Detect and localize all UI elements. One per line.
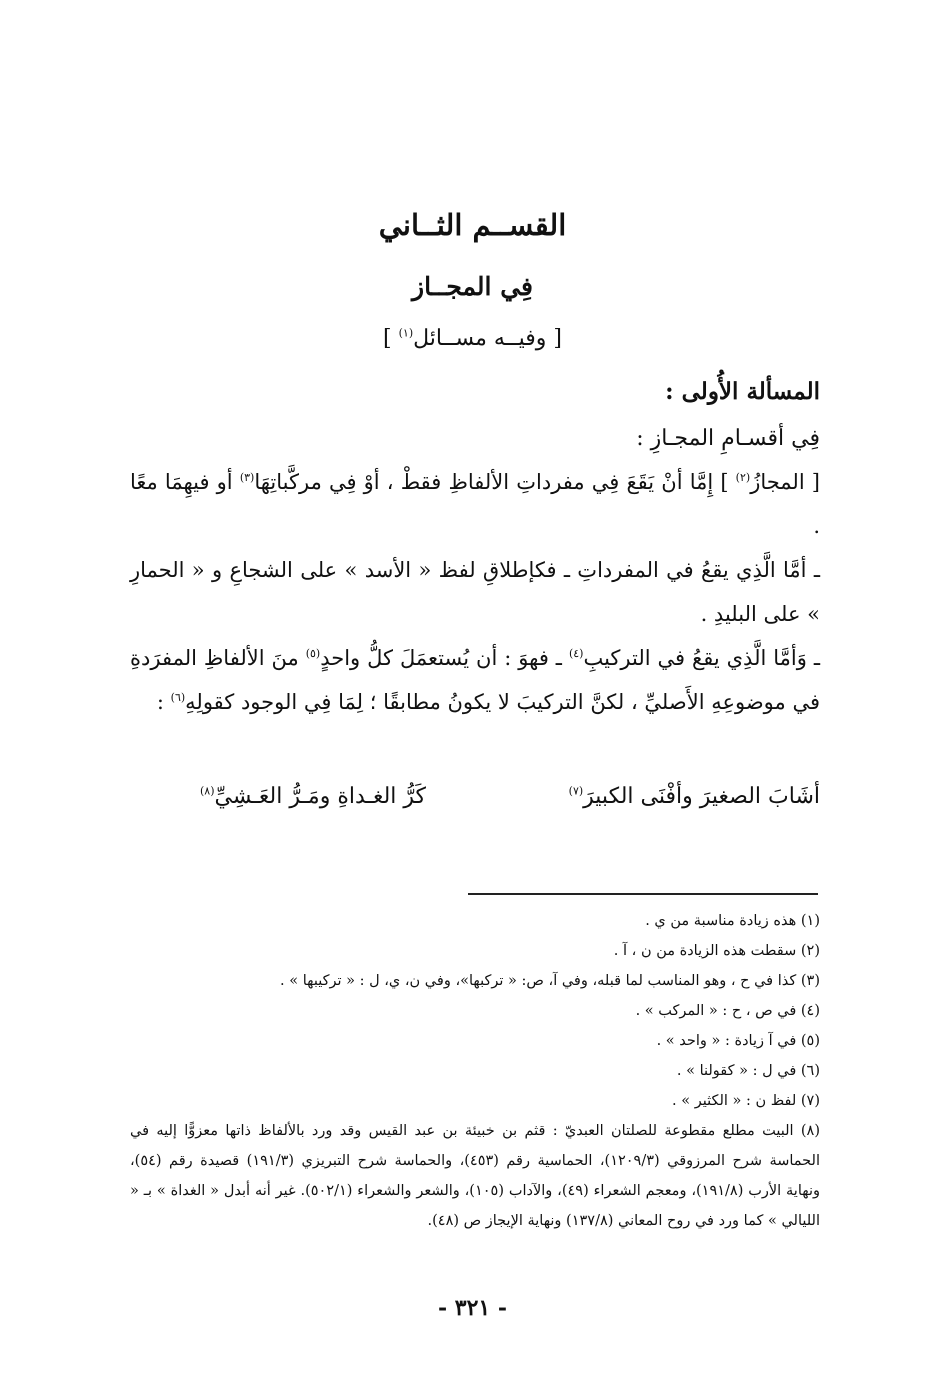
footnote-1: (١) هذه زيادة مناسبة من ي . (645, 913, 820, 929)
footnote-ref-4: (٤) (568, 647, 584, 660)
footnote-7: (٧) لفظ ن : « الكثير » . (672, 1093, 820, 1109)
topic-title: فِي المجــاز (412, 272, 533, 301)
footnote-ref-8: (٨) (200, 784, 215, 798)
footnote-2: (٢) سقطت هذه الزيادة من ن ، آ . (613, 943, 820, 959)
hemistich-2-text: كَرُّ الغـداةِ ومَـرُّ العَـشِيِّ (214, 784, 426, 809)
paragraph-1 (130, 460, 820, 548)
verse-hemistich-2 (200, 784, 426, 809)
footnotes (130, 906, 820, 1236)
footnote-ref-3: (٣) (239, 471, 255, 484)
p3-part-a: ـ وَأمَّا الَّذِي يقعُ في التركيبِ (583, 646, 820, 670)
issues-close: ] (383, 326, 392, 351)
footnote-5: (٥) في آ زيادة : « واحد » . (656, 1033, 820, 1049)
issues-note (0, 326, 945, 351)
p1-part-b: ] إِمَّا أنْ يَقَعَ فِي مفرداتِ الألفاظِ فقطْ ، أوْ فِي مركَّباتِهَا (254, 470, 729, 494)
p1-part-a: [ المجازُ (750, 470, 820, 494)
p3-part-c: منَ الألفاظِ المفرَدةِ في موضوعِهِ الأَصليِّ ، لكنَّ التركيبَ لا يكونُ مطابقًا ؛ لِمَا فِي الوجود كقولِهِ (130, 646, 820, 714)
footnote-3: (٣) كذا في ح ، وهو المناسب لما قبله، وفي آ، ص: « تركبها»، وفي ن، ي، ل : « تركيبها » . (280, 973, 820, 989)
paragraph-2: ـ أمَّا الَّذِي يقعُ في المفرداتِ ـ فكإطلاقِ لفظ « الأسد » على الشجاعِ و « الحمارِ » على البليدِ . (130, 558, 820, 626)
footnote-4: (٤) في ص ، ح : « المركب » . (635, 1003, 820, 1019)
footnote-ref-5: (٥) (305, 647, 321, 660)
hemistich-1-text: أشَابَ الصغيرَ وأفْنَى الكبيرَ (583, 784, 820, 809)
issues-text: [ وفيــه مســائل (413, 326, 562, 351)
footnote-divider (468, 893, 818, 895)
section-subtitle: فِي أقسـامِ المجـازِ : (636, 426, 820, 451)
paragraph-3 (130, 636, 820, 724)
footnote-ref-1: (١) (398, 326, 414, 340)
page-number: - ٣٢١ - (437, 1295, 508, 1321)
footnote-8: (٨) البيت مطلع مقطوعة للصلتان العبديّ : قثم بن خبيئة بن عبد القيس وقد ورد بالألفاظ ذاتها معزوًّا إليه في الحماسة شرح المرزوقي (١٢٠٩/٣)، الحماسية رقم (٤٥٣)، والحماسة شرح التبريزي (١٩١/٣) قصيدة رقم (٥٤)، ونهاية الأرب (١٩١/٨)، ومعجم الشعراء (٤٩)، والآداب (١٠٥)، والشعر والشعراء (٥٠٢/١). غير أنه أبدل « الغداة » بـ « الليالي » كما ورد في روح المعاني (١٣٧/٨) ونهاية الإيجاز ص (٤٨). (130, 1123, 820, 1229)
footnote-6: (٦) في ل : « كقولنا » . (676, 1063, 820, 1079)
p3-part-b: ـ فهوَ : أن يُستعمَلَ كلُّ واحدٍ (320, 646, 562, 670)
p3-part-d: : (156, 690, 164, 714)
issue-title: المسألة الأُولى : (665, 378, 820, 405)
verse-hemistich-1 (569, 784, 820, 809)
main-text (130, 460, 820, 724)
part-title: القســم الثــاني (378, 208, 567, 242)
p1-part-c: أو فيهِمَا معًا . (130, 470, 820, 538)
footnote-ref-6: (٦) (170, 691, 186, 704)
footnote-ref-2: (٢) (735, 471, 751, 484)
footnote-ref-7: (٧) (568, 784, 584, 798)
